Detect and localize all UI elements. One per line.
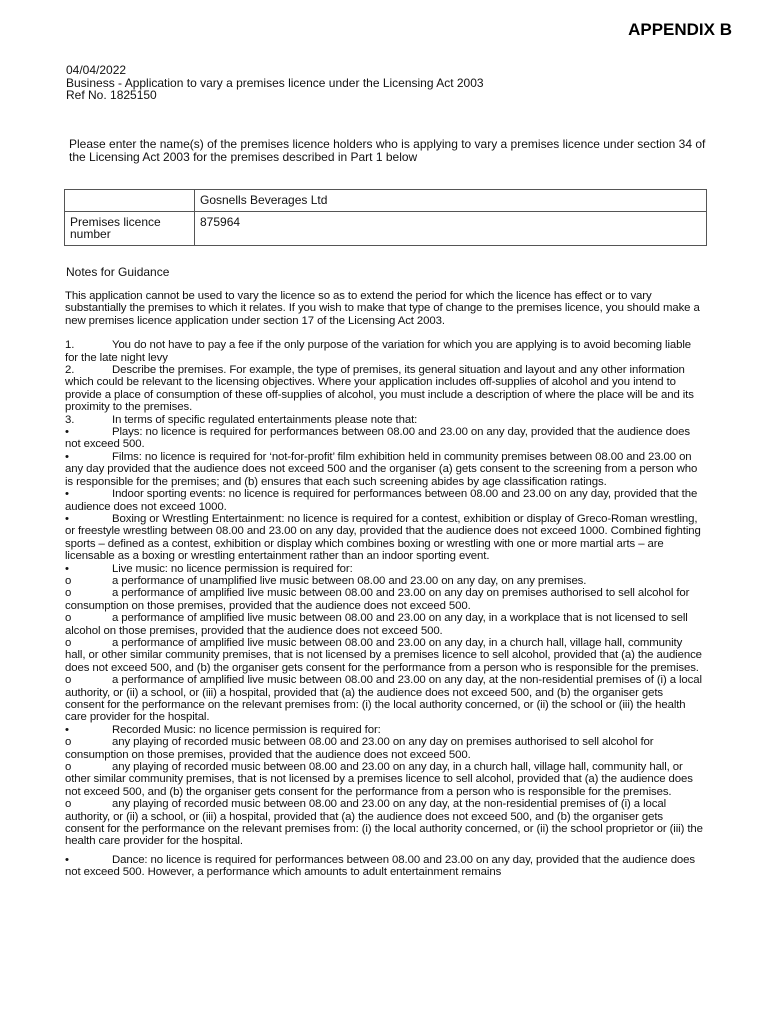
list-item-text: Describe the premises. For example, the type of premises, its general situation and layout and any other information which could be relevant to the licensing objectives. Where your application includes off-supplies of alcohol and you intend to provide a place of consumption of these off-supplies of alcohol, you must include a description of where the place will be and its proximity to the premises. — [65, 364, 694, 414]
list-item-text: Recorded Music: no licence permission is required for: — [112, 723, 381, 736]
list-marker: o — [65, 636, 72, 649]
list-marker: • — [65, 450, 69, 463]
list-item — [65, 513, 705, 563]
premises-licence-number-label: Premises licence number — [65, 211, 195, 245]
licence-holder-name: Gosnells Beverages Ltd — [195, 190, 707, 212]
list-marker: o — [65, 674, 72, 687]
list-item — [65, 674, 705, 724]
list-item-text: Boxing or Wrestling Entertainment: no licence is required for a contest, exhibition or display of Greco-Roman wrestling, or freestyle wrestling between 08.00 and 23.00 on any day, provided that the audience does not exceed 1000. Combined fighting sports – defined as a contest, exhibition or display which combines boxing or wrestling with one or more martial arts – are licensable as a boxing or wrestling entertainment rather than an indoor sporting event. — [65, 512, 701, 563]
intro-text: Please enter the name(s) of the premises licence holders who is applying to vary a premises licence under section 34 of the Licensing Act 2003 for the premises described in Part 1 below — [69, 137, 706, 164]
list-item-text: a performance of unamplified live music between 08.00 and 23.00 on any day, on any premises. — [112, 574, 587, 587]
list-item — [65, 575, 705, 587]
spacer — [65, 327, 705, 339]
list-item — [65, 451, 705, 488]
list-marker: • — [65, 723, 69, 736]
list-item-text: any playing of recorded music between 08.00 and 23.00 on any day, at the non-residential premises of (i) a local authority, or (ii) a school, or (iii) a hospital, provided that (a) the audience does not exceed 500, and (b) the organiser gets consent for the performance on the relevant premises from: (i) the local authority concerned, or (ii) the school proprietor or (iii) the health care provider for the hospital. — [65, 798, 703, 848]
header-subject: Business - Application to vary a premises licence under the Licensing Act 2003 — [66, 75, 484, 90]
list-item-text: Dance: no licence is required for performances between 08.00 and 23.00 on any day, provided that the audience does not exceed 500. However, a performance which amounts to adult entertainment remains — [65, 853, 695, 879]
licence-holder-table — [64, 189, 707, 246]
document-header — [66, 64, 484, 102]
list-item — [65, 587, 705, 612]
list-item-text: Plays: no licence is required for performances between 08.00 and 23.00 on any day, provided that the audience does not exceed 500. — [65, 426, 690, 451]
list-item — [65, 854, 705, 879]
list-marker: 2. — [65, 364, 75, 377]
list-item-text: any playing of recorded music between 08.00 and 23.00 on any day on premises authorised to sell alcohol for consumption on those premises, provided that the audience does not exceed 500. — [65, 736, 654, 761]
list-item — [65, 761, 705, 798]
list-item — [65, 736, 705, 761]
list-item — [65, 414, 705, 426]
list-marker: 3. — [65, 413, 75, 426]
list-marker: • — [65, 562, 69, 575]
list-item-text: a performance of amplified live music between 08.00 and 23.00 on any day, in a church hall, village hall, community hall, or other similar community premises, that is not licensed by a premises licence to sell alcohol, provided that (a) the audience does not exceed 500, and (b) the organiser gets consent for the performance from a person who is responsible for the premises. — [65, 636, 702, 674]
list-item — [65, 364, 705, 414]
list-marker: o — [65, 612, 72, 625]
list-item-text: Films: no licence is required for ‘not-for-profit’ film exhibition held in community premises between 08.00 and 23.00 on any day provided that the audience does not exceed 500 and the organiser (a) gets consent to the screening from a person who is responsible for the premises; and (b) ensures that each such screening abides by age classification ratings. — [65, 450, 698, 488]
list-item — [65, 612, 705, 637]
list-item-text: Live music: no licence permission is required for: — [112, 562, 353, 575]
list-marker: • — [65, 512, 69, 525]
list-marker: o — [65, 798, 72, 811]
list-item-text: a performance of amplified live music between 08.00 and 23.00 on any day, at the non-residential premises of (i) a local authority, or (ii) a school, or (iii) a hospital, provided that (a) the audience does not exceed 500, and (b) the organiser gets consent for the performance on the relevant premises from: (i) the local authority concerned, or (ii) the school or (iii) the health care provider for the hospital. — [65, 674, 702, 724]
premises-licence-number-value: 875964 — [195, 211, 707, 245]
list-item — [65, 798, 705, 848]
table-cell-label — [65, 190, 195, 212]
list-item — [65, 426, 705, 451]
list-marker: o — [65, 587, 72, 600]
list-item-text: Indoor sporting events: no licence is required for performances between 08.00 and 23.00 on any day, provided that the audience does not exceed 1000. — [65, 488, 698, 513]
guidance-list — [65, 339, 705, 848]
guidance-paragraph: This application cannot be used to vary the licence so as to extend the period for which the licence has effect or to vary substantially the premises to which it relates. If you wish to make that type of change to the premises licence, you should make a new premises licence application under section 17 of the Licensing Act 2003. — [65, 290, 700, 327]
list-item — [65, 339, 705, 364]
list-item-text: In terms of specific regulated entertainments please note that: — [112, 413, 418, 426]
list-marker: o — [65, 761, 72, 774]
list-marker: • — [65, 488, 69, 501]
list-marker: • — [65, 426, 69, 439]
header-ref: Ref No. 1825150 — [66, 88, 157, 102]
list-item-text: a performance of amplified live music between 08.00 and 23.00 on any day on premises authorised to sell alcohol for consumption on those premises, provided that the audience does not exceed 500. — [65, 587, 690, 612]
list-item-text: You do not have to pay a fee if the only purpose of the variation for which you are applying is to avoid becoming liable for the late night levy — [65, 339, 692, 364]
list-marker: • — [65, 853, 69, 866]
list-marker: o — [65, 736, 72, 749]
appendix-label: APPENDIX B — [628, 20, 732, 39]
list-item — [65, 637, 705, 674]
header-date: 04/04/2022 — [66, 63, 127, 77]
list-item-text: a performance of amplified live music between 08.00 and 23.00 on any day, in a workplace that is not licensed to sell alcohol on those premises, provided that the audience does not exceed 500. — [65, 612, 688, 637]
list-item — [65, 563, 705, 575]
list-item — [65, 724, 705, 736]
notes-title: Notes for Guidance — [66, 265, 170, 279]
list-item — [65, 488, 705, 513]
list-marker: o — [65, 574, 72, 587]
list-item-text: any playing of recorded music between 08.00 and 23.00 on any day, in a church hall, village hall, community hall, or other similar community premises, that is not licensed by a premises licence to sell alcohol, provided that (a) the audience does not exceed 500, and (b) the organiser gets consent for the performance from a person who is responsible for the premises. — [65, 761, 693, 798]
table-row — [65, 190, 707, 212]
guidance-body — [65, 290, 705, 879]
list-marker: 1. — [65, 339, 75, 352]
table-row — [65, 211, 707, 245]
